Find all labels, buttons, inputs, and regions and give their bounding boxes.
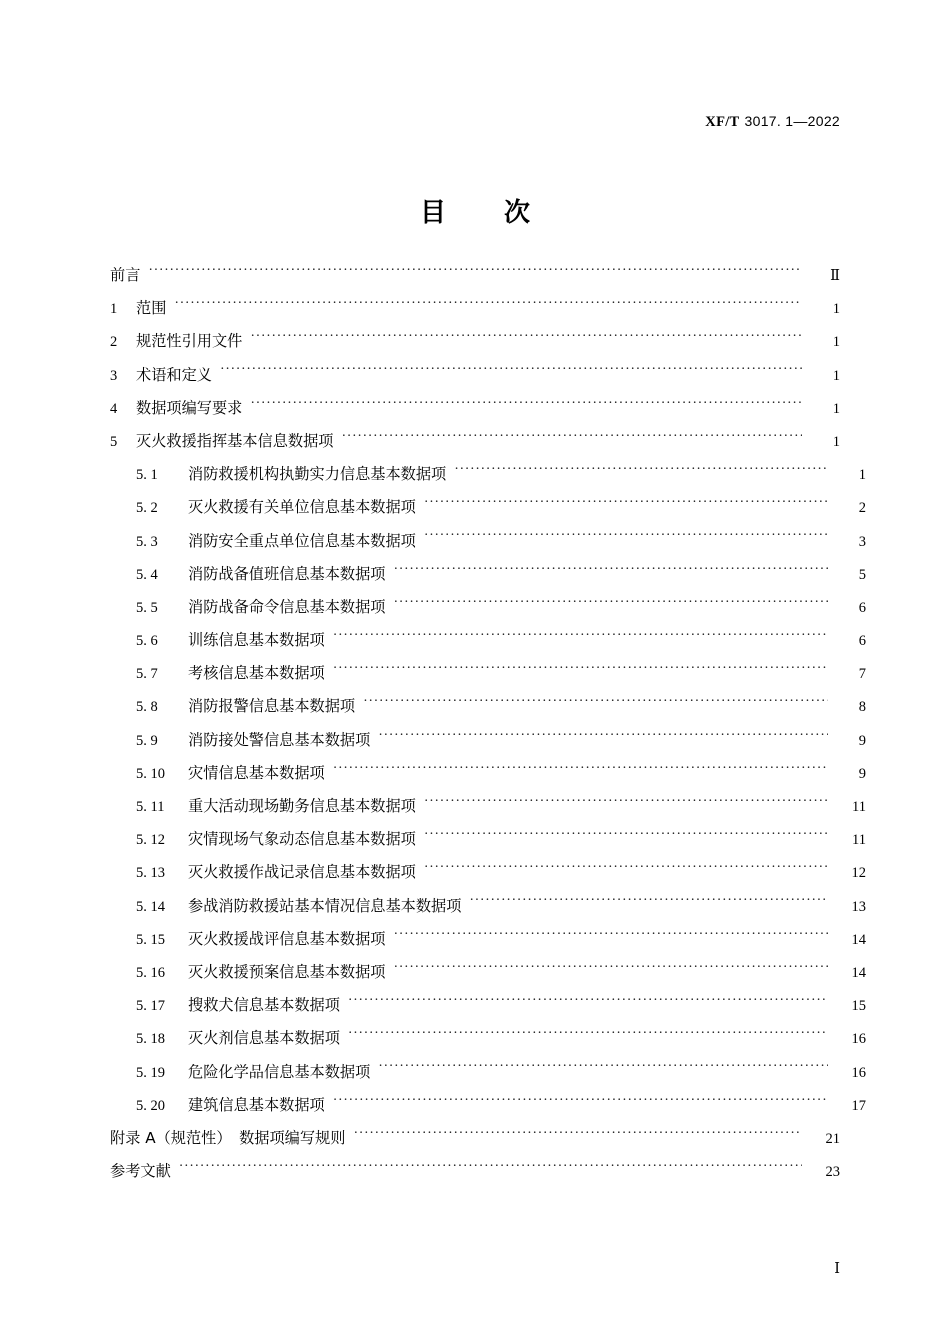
toc-entry[interactable] — [110, 463, 866, 496]
standard-number: 3017. 1—2022 — [744, 113, 840, 129]
toc-dot-leader — [174, 298, 802, 313]
toc-entry-number: 5. 19 — [136, 1064, 165, 1081]
toc-entry-number: 5. 4 — [136, 566, 158, 583]
toc-entry-number: 2 — [110, 334, 118, 351]
toc-entry-number: 5. 8 — [136, 699, 158, 716]
toc-entry-label: 术语和定义 — [136, 365, 212, 384]
toc-entry[interactable] — [110, 1061, 866, 1094]
toc-entry-label: 灭火救援指挥基本信息数据项 — [136, 431, 334, 450]
toc-dot-leader — [424, 530, 828, 545]
toc-dot-leader — [348, 1028, 828, 1043]
toc-dot-leader — [469, 895, 828, 910]
toc-entry-number: 5. 5 — [136, 599, 158, 616]
toc-entry-page-number: 1 — [858, 467, 866, 484]
toc-entry[interactable] — [110, 1127, 840, 1160]
toc-dot-leader — [424, 862, 828, 877]
toc-entry[interactable] — [110, 364, 840, 397]
toc-entry-number: 5. 11 — [136, 799, 165, 815]
toc-dot-leader — [393, 929, 828, 944]
toc-dot-leader — [179, 1161, 802, 1176]
toc-entry[interactable] — [110, 1027, 866, 1060]
toc-entry-number: 1 — [110, 301, 118, 318]
page-title: 目 次 — [419, 198, 546, 228]
toc-entry-number: 5. 17 — [136, 998, 165, 1015]
toc-dot-leader — [378, 1061, 828, 1076]
page-number-footer: Ⅰ — [834, 1261, 840, 1277]
toc-dot-leader — [393, 564, 828, 579]
toc-entry-label: 消防战备命令信息基本数据项 — [188, 597, 386, 616]
toc-entry-page-number: 14 — [851, 931, 866, 948]
toc-entry[interactable] — [110, 961, 866, 994]
toc-entry-number: 5. 2 — [136, 500, 158, 517]
toc-dot-leader — [250, 398, 802, 413]
toc-entry-page-number: 14 — [851, 964, 866, 981]
toc-dot-leader — [341, 431, 802, 446]
toc-entry-number: 5. 3 — [136, 533, 158, 550]
toc-entry[interactable] — [110, 662, 866, 695]
toc-entry[interactable] — [110, 297, 840, 330]
toc-dot-leader — [333, 763, 828, 778]
toc-entry-page-number: 6 — [858, 599, 866, 616]
toc-entry-page-number: 16 — [851, 1031, 866, 1048]
toc-entry-label: 灭火救援作战记录信息基本数据项 — [188, 863, 416, 882]
toc-entry-page-number: 15 — [851, 998, 866, 1015]
toc-entry[interactable] — [110, 264, 840, 297]
toc-entry-label: 训练信息基本数据项 — [188, 631, 325, 650]
toc-entry-label: 参战消防救援站基本情况信息基本数据项 — [188, 896, 462, 915]
toc-dot-leader — [333, 630, 828, 645]
toc-dot-leader — [220, 364, 802, 379]
toc-entry-number: 5. 6 — [136, 633, 158, 650]
toc-entry[interactable] — [110, 729, 866, 762]
toc-entry-label: 消防战备值班信息基本数据项 — [188, 564, 386, 583]
toc-entry-number: 5. 16 — [136, 964, 165, 981]
toc-entry-label: 消防安全重点单位信息基本数据项 — [188, 531, 416, 550]
toc-entry-label: 前言 — [110, 266, 141, 284]
toc-entry-page-number: 17 — [851, 1097, 866, 1114]
toc-entry-number: 5. 12 — [136, 832, 165, 849]
toc-entry-number: 4 — [110, 400, 118, 417]
toc-entry-page-number: 3 — [858, 533, 866, 550]
toc-entry-page-number: 13 — [851, 898, 866, 915]
toc-entry-page-number: 1 — [832, 433, 840, 450]
toc-entry[interactable] — [110, 795, 866, 828]
toc-entry-label: 参考文献 — [110, 1162, 171, 1181]
standard-prefix: XF/T — [705, 114, 740, 130]
toc-entry[interactable] — [110, 695, 866, 728]
toc-entry-label: 重大活动现场勤务信息基本数据项 — [188, 797, 416, 815]
toc-entry-label: 消防报警信息基本数据项 — [188, 697, 356, 716]
toc-dot-leader — [393, 597, 828, 612]
toc-entry[interactable] — [110, 496, 866, 529]
toc-entry-page-number: 7 — [858, 666, 866, 683]
toc-entry-number: 5. 10 — [136, 765, 165, 782]
toc-entry-label: 危险化学品信息基本数据项 — [188, 1062, 371, 1081]
toc-entry-page-number: 11 — [852, 799, 866, 815]
toc-entry[interactable] — [110, 828, 866, 861]
toc-dot-leader — [393, 962, 828, 977]
toc-entry-label: 建筑信息基本数据项 — [188, 1095, 325, 1114]
toc-entry[interactable] — [110, 1094, 866, 1127]
toc-dot-leader — [348, 995, 828, 1010]
toc-dot-leader — [454, 464, 828, 479]
toc-entry-page-number: 1 — [832, 301, 840, 318]
toc-entry-label: 考核信息基本数据项 — [188, 664, 325, 683]
toc-entry-number: 5. 15 — [136, 931, 165, 948]
toc-dot-leader — [333, 663, 828, 678]
toc-entry[interactable] — [110, 994, 866, 1027]
toc-entry-label: 灭火救援战评信息基本数据项 — [188, 929, 386, 948]
toc-dot-leader — [424, 829, 828, 844]
toc-dot-leader — [424, 497, 828, 512]
toc-entry-label: 附录 A（规范性） 数据项编写规则 — [110, 1128, 346, 1147]
toc-entry[interactable] — [110, 928, 866, 961]
toc-entry-number: 5. 13 — [136, 865, 165, 882]
toc-entry-page-number: 6 — [858, 633, 866, 650]
toc-dot-leader — [424, 796, 828, 811]
toc-entry[interactable] — [110, 563, 866, 596]
toc-entry-label: 灾情信息基本数据项 — [188, 763, 325, 782]
toc-entry-number: 5. 20 — [136, 1097, 165, 1114]
toc-entry-page-number: 5 — [858, 566, 866, 583]
toc-entry-label: 灭火救援预案信息基本数据项 — [188, 962, 386, 981]
toc-entry[interactable] — [110, 861, 866, 894]
toc-entry-page-number: Ⅱ — [830, 268, 840, 284]
toc-entry-label: 规范性引用文件 — [136, 332, 243, 351]
toc-entry[interactable] — [110, 397, 840, 430]
toc-entry[interactable] — [110, 629, 866, 662]
toc-entry-number: 5. 14 — [136, 898, 165, 915]
toc-entry[interactable] — [110, 330, 840, 363]
toc-entry-label: 搜救犬信息基本数据项 — [188, 996, 340, 1015]
toc-dot-leader — [378, 729, 828, 744]
toc-entry-page-number: 12 — [851, 865, 866, 882]
toc-entry-page-number: 2 — [858, 500, 866, 517]
toc-entry-page-number: 1 — [832, 400, 840, 417]
toc-entry-label: 灭火剂信息基本数据项 — [188, 1029, 340, 1048]
toc-entry-number: 5. 1 — [136, 467, 158, 484]
running-header — [705, 113, 840, 131]
toc-entry-label: 灭火救援有关单位信息基本数据项 — [188, 498, 416, 517]
table-of-contents — [110, 264, 866, 1193]
toc-dot-leader — [148, 265, 802, 280]
toc-dot-leader — [333, 1095, 828, 1110]
toc-entry-page-number: 8 — [858, 699, 866, 716]
toc-entry-page-number: 11 — [852, 832, 866, 849]
toc-entry-number: 5 — [110, 433, 118, 450]
toc-dot-leader — [250, 331, 802, 346]
toc-entry-number: 3 — [110, 367, 118, 384]
toc-entry-number: 5. 9 — [136, 732, 158, 749]
toc-entry[interactable] — [110, 596, 866, 629]
toc-entry-page-number: 9 — [858, 732, 866, 749]
toc-entry-page-number: 23 — [825, 1164, 840, 1181]
toc-entry[interactable] — [110, 530, 866, 563]
toc-entry-page-number: 1 — [832, 367, 840, 384]
toc-entry-label: 消防救援机构执勤实力信息基本数据项 — [188, 465, 447, 484]
toc-entry-label: 灾情现场气象动态信息基本数据项 — [188, 830, 416, 849]
toc-entry-page-number: 9 — [858, 765, 866, 782]
toc-entry-label: 数据项编写要求 — [136, 398, 243, 417]
toc-entry[interactable] — [110, 1160, 840, 1193]
toc-entry-label: 消防接处警信息基本数据项 — [188, 730, 371, 749]
toc-entry-label: 范围 — [136, 299, 167, 318]
toc-entry-page-number: 1 — [832, 334, 840, 351]
toc-dot-leader — [353, 1128, 802, 1143]
toc-dot-leader — [363, 696, 828, 711]
toc-entry-number: 5. 7 — [136, 666, 158, 683]
toc-entry-page-number: 21 — [825, 1130, 840, 1147]
toc-entry-page-number: 16 — [851, 1064, 866, 1081]
toc-entry-number: 5. 18 — [136, 1031, 165, 1048]
toc-entry[interactable] — [110, 762, 866, 795]
toc-entry[interactable] — [110, 895, 866, 928]
toc-entry[interactable] — [110, 430, 840, 463]
